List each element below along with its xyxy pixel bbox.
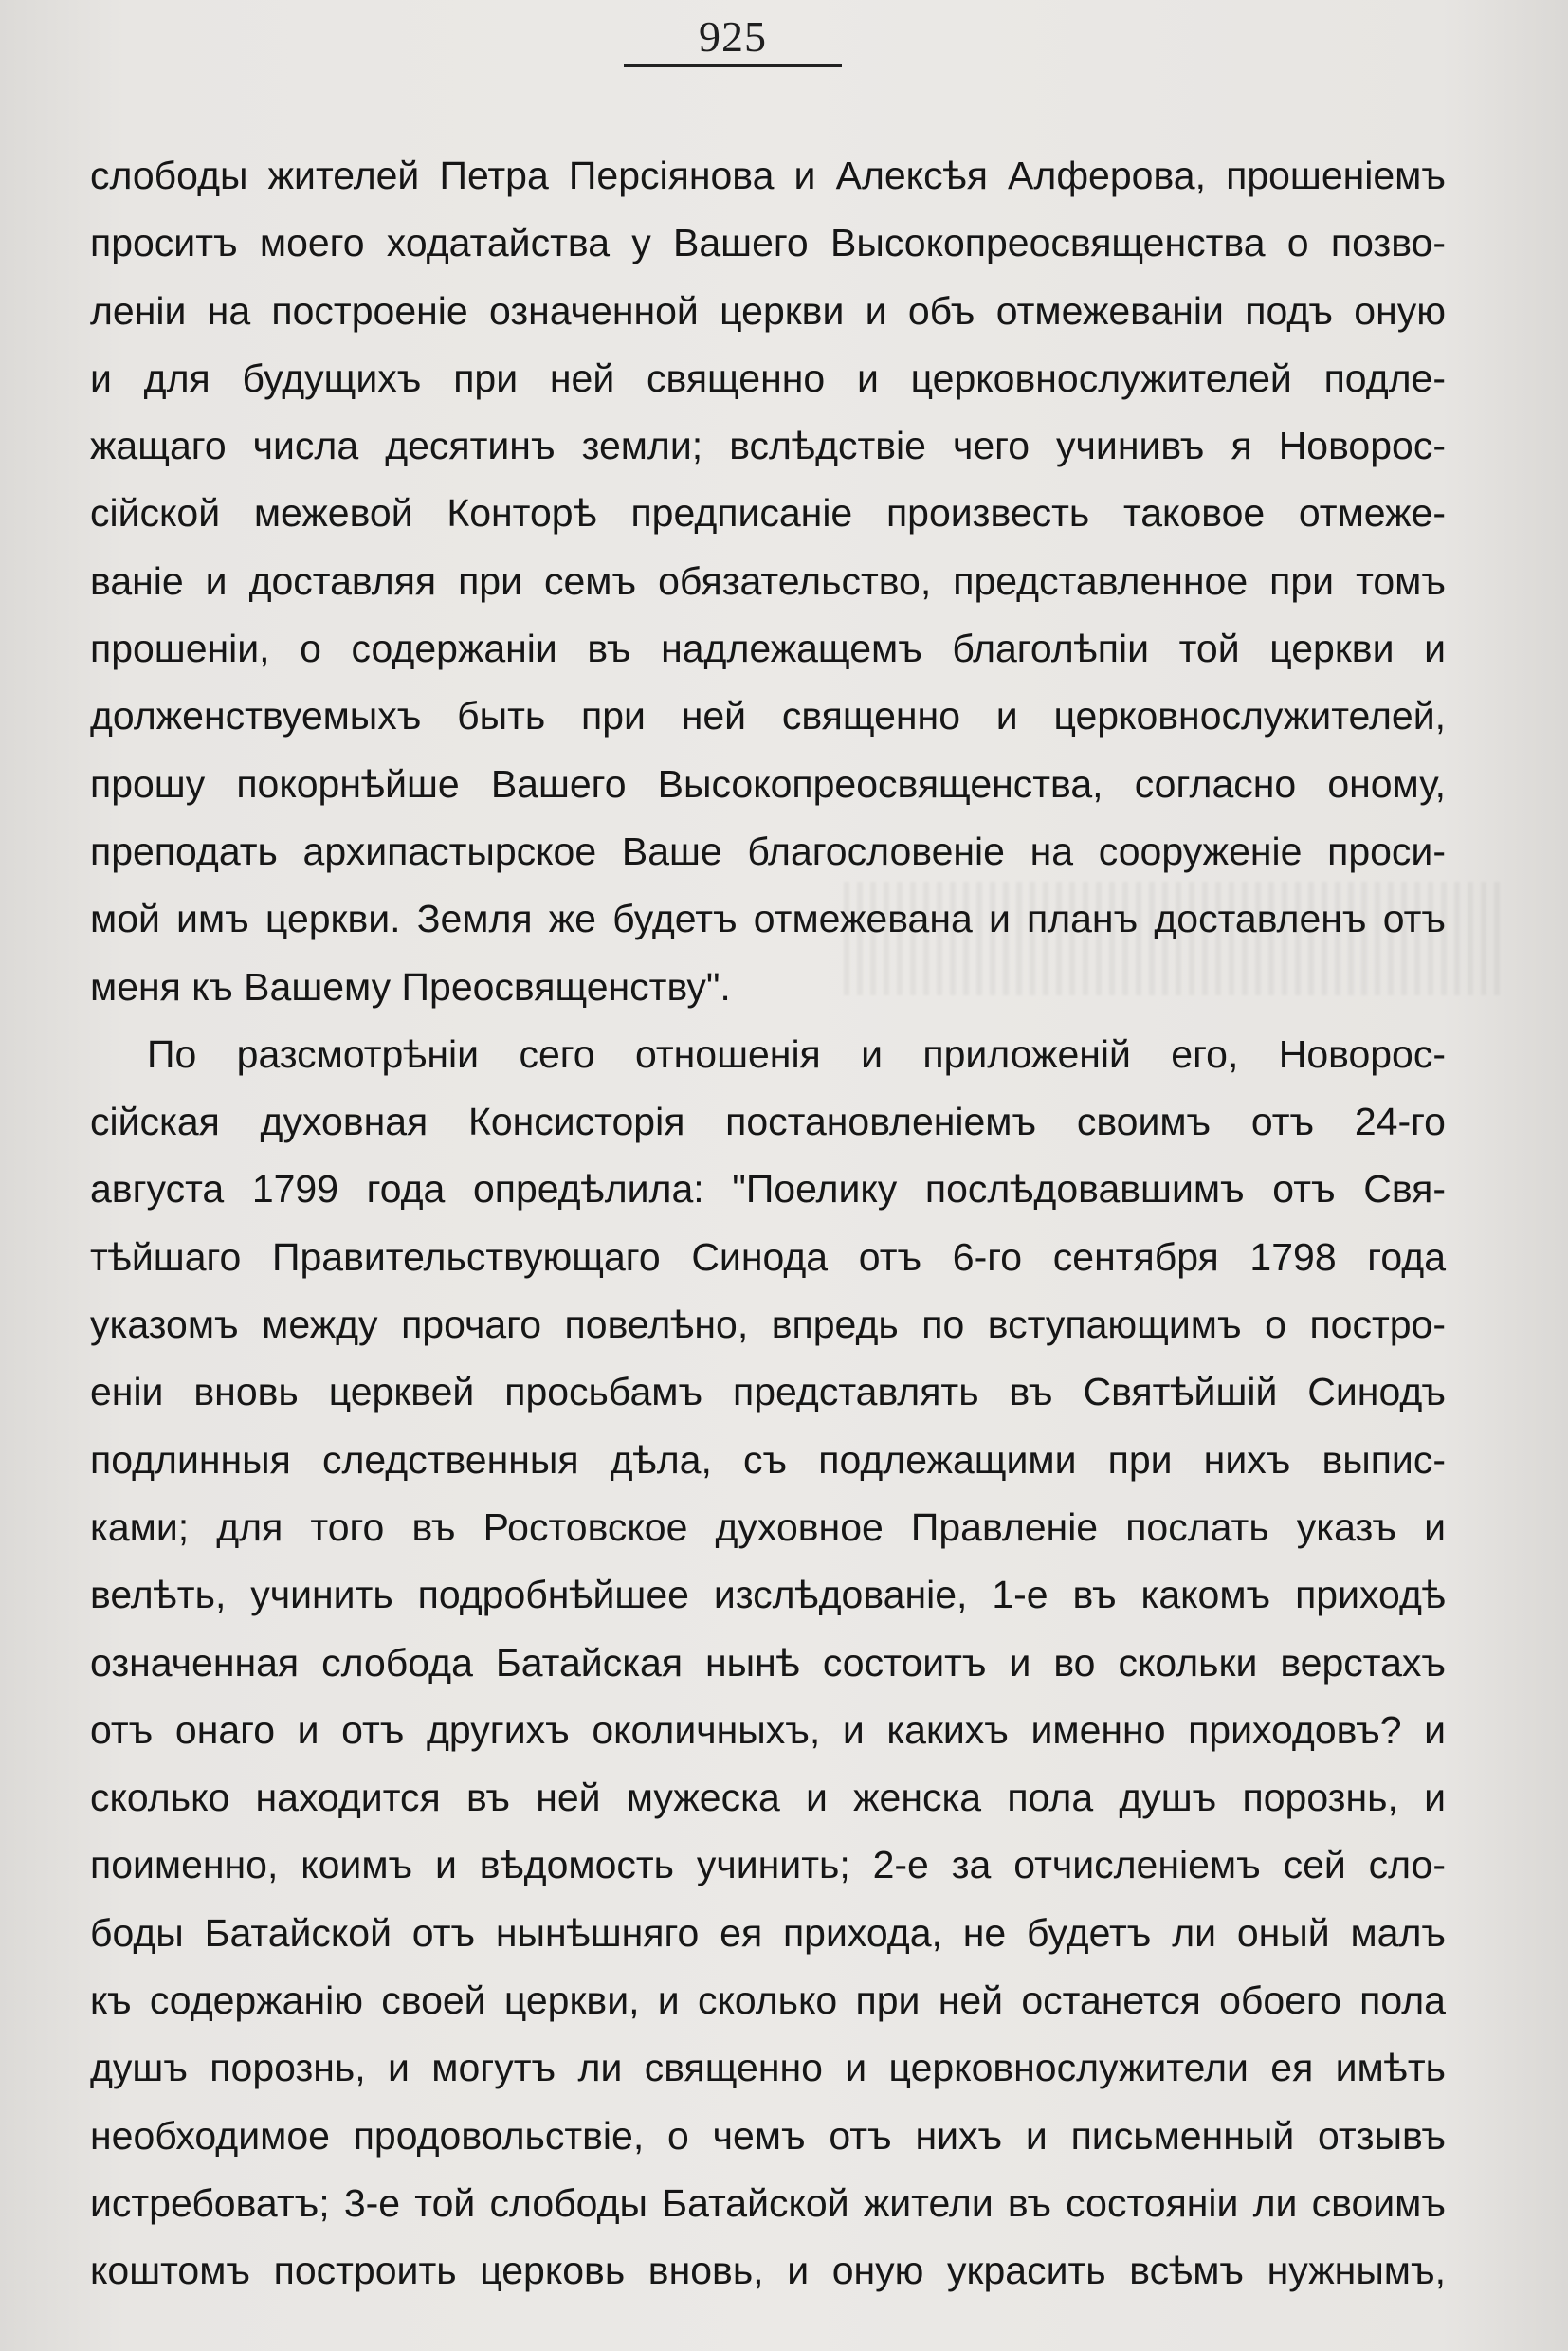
text-line: проситъ моего ходатайства у Вашего Высокопреосвященства о позво-	[90, 221, 1446, 265]
text-line: ваніе и доставляя при семъ обязательство, представленное при томъ	[90, 558, 1446, 603]
text-line: тѣйшаго Правительствующаго Синода отъ 6-го сентября 1798 года	[90, 1234, 1446, 1279]
text-line: жащаго числа десятинъ земли; вслѣдствіе чего учинивъ я Новорос-	[90, 424, 1446, 468]
text-line: сійская духовная Консисторія постановленіемъ своимъ отъ 24-го	[90, 1100, 1446, 1144]
text-line: августа 1799 года опредѣлила: "Поелику послѣдовавшимъ отъ Свя-	[90, 1167, 1446, 1212]
text-line: слободы жителей Петра Персіянова и Алексѣя Алферова, прошеніемъ	[90, 154, 1446, 197]
text-line: мой имъ церкви. Земля же будетъ отмежевана и планъ доставленъ отъ	[90, 897, 1446, 941]
text-line: указомъ между прочаго повелѣно, впредь по вступающимъ о постро-	[90, 1303, 1446, 1347]
text-line: прошеніи, о содержаніи въ надлежащемъ благолѣпіи той церкви и	[90, 627, 1446, 671]
text-line: истребоватъ; 3-е той слободы Батайской жители въ состояніи ли своимъ	[90, 2180, 1446, 2225]
text-line-paragraph-end: меня къ Вашему Преосвященству".	[90, 964, 731, 1009]
text-line: къ содержанію своей церкви, и сколько при ней останется обоего пола	[90, 1978, 1446, 2023]
text-line: преподать архипастырское Ваше благословеніе на сооруженіе проси-	[90, 829, 1446, 873]
text-line: подлинныя следственныя дѣла, съ подлежащими при нихъ выпис-	[90, 1437, 1446, 1482]
text-line: означенная слобода Батайская нынѣ состоитъ и во скольки верстахъ	[90, 1640, 1446, 1685]
text-line: боды Батайской отъ нынѣшняго ея прихода, не будетъ ли оный малъ	[90, 1910, 1446, 1955]
text-line: отъ онаго и отъ другихъ околичныхъ, и какихъ именно приходовъ? и	[90, 1707, 1446, 1752]
text-line-paragraph-start: По разсмотрѣніи сего отношенія и приложеній его, Новорос-	[147, 1031, 1446, 1076]
page-number: 925	[699, 12, 767, 61]
text-line: еніи вновь церквей просьбамъ представлять въ Святѣйшій Синодъ	[90, 1370, 1446, 1414]
text-line: душъ порознь, и могутъ ли священно и церковнослужители ея имѣть	[90, 2046, 1446, 2090]
text-line: поименно, коимъ и вѣдомость учинить; 2-е за отчисленіемъ сей сло-	[90, 1843, 1446, 1887]
body-text	[90, 142, 1446, 2305]
page-number-underline	[624, 64, 842, 67]
text-line: ками; для того въ Ростовское духовное Правленіе послать указъ и	[90, 1504, 1446, 1549]
text-line: коштомъ построить церковь вновь, и оную украсить всѣмъ нужнымъ,	[90, 2249, 1446, 2293]
text-line: прошу покорнѣйше Вашего Высокопреосвященства, согласно оному,	[90, 761, 1446, 806]
text-line: необходимое продовольствіе, о чемъ отъ нихъ и письменный отзывъ	[90, 2113, 1446, 2158]
text-line: сколько находится въ ней мужеска и женска пола душъ порознь, и	[90, 1776, 1446, 1820]
text-line: и для будущихъ при ней священно и церковнослужителей подле-	[90, 355, 1446, 400]
text-line: велѣть, учинить подробнѣйшее изслѣдованіе, 1-е въ какомъ приходѣ	[90, 1573, 1446, 1617]
text-line: сійской межевой Конторѣ предписаніе произвесть таковое отмеже-	[90, 491, 1446, 536]
text-line: леніи на построеніе означенной церкви и объ отмежеваніи подъ оную	[90, 288, 1446, 333]
text-line: долженствуемыхъ быть при ней священно и церковнослужителей,	[90, 694, 1446, 738]
